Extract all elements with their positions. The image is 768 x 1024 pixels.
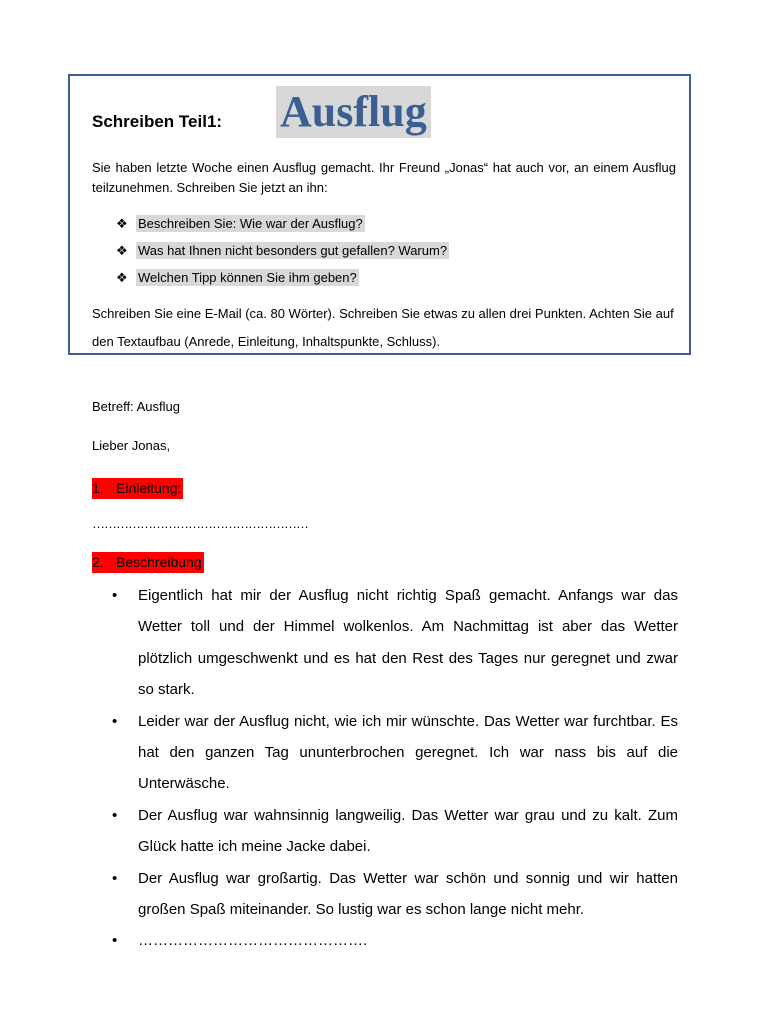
bullet-icon: • bbox=[112, 869, 118, 887]
task-box bbox=[68, 74, 691, 355]
bullet-icon: • bbox=[112, 712, 118, 730]
example-item bbox=[112, 706, 678, 800]
diamond-bullet-icon: ❖ bbox=[116, 215, 128, 231]
task-heading: Schreiben Teil1: bbox=[92, 112, 223, 131]
example-text: ………………………………………. bbox=[138, 932, 368, 950]
example-item bbox=[112, 925, 678, 956]
task-instructions: Schreiben Sie eine E-Mail (ca. 80 Wörter). Schreiben Sie etwas zu allen drei Punkten. Achten Sie auf den Textaufbau (Anrede, Einleitung, Inhaltspunkte, Schluss). bbox=[92, 306, 674, 349]
diamond-bullet-icon: ❖ bbox=[116, 242, 128, 258]
section-label: Einleitung: bbox=[116, 480, 182, 496]
example-text: Leider war der Ausflug nicht, wie ich mir wünschte. Das Wetter war furchtbar. Es hat den ganzen Tag ununterbrochen geregnet. Ich war nass bis auf die Unterwäsche. bbox=[138, 712, 678, 793]
example-item bbox=[112, 863, 678, 926]
task-point-text: Beschreiben Sie: Wie war der Ausflug? bbox=[138, 216, 363, 231]
task-point-text: Welchen Tipp können Sie ihm geben? bbox=[138, 270, 357, 285]
task-points-list bbox=[116, 210, 449, 291]
bullet-icon: • bbox=[112, 932, 118, 950]
example-list bbox=[112, 580, 678, 957]
task-point bbox=[116, 264, 449, 291]
task-point-text: Was hat Ihnen nicht besonders gut gefallen? Warum? bbox=[138, 243, 448, 258]
example-item bbox=[112, 800, 678, 863]
letter-subject: Betreff: Ausflug bbox=[92, 399, 180, 414]
example-text: Eigentlich hat mir der Ausflug nicht richtig Spaß gemacht. Anfangs war das Wetter toll und der Himmel wolkenlos. Am Nachmittag ist aber das Wetter plötzlich umgeschwenkt und es hat den Rest des Tages nur geregnet und zwar so stark. bbox=[138, 587, 678, 699]
bullet-icon: • bbox=[112, 587, 118, 604]
letter-greeting: Lieber Jonas, bbox=[92, 438, 171, 453]
task-intro: Sie haben letzte Woche einen Ausflug gemacht. Ihr Freund „Jonas“ hat auch vor, an einem Ausflug teilzunehmen. Schreiben Sie jetzt an ihn: bbox=[92, 160, 676, 195]
section-label: Beschreibung bbox=[116, 554, 202, 570]
section-heading-beschreibung bbox=[92, 552, 204, 573]
bullet-icon: • bbox=[112, 806, 118, 824]
example-item bbox=[112, 580, 678, 706]
diamond-bullet-icon: ❖ bbox=[116, 269, 128, 285]
task-title: Ausflug bbox=[276, 86, 431, 138]
section-heading-einleitung bbox=[92, 478, 183, 499]
example-text: Der Ausflug war großartig. Das Wetter war schön und sonnig und wir hatten großen Spaß miteinander. So lustig war es schon lange nicht mehr. bbox=[138, 869, 678, 919]
task-point bbox=[116, 237, 449, 264]
section-number: 1. bbox=[92, 480, 104, 496]
task-point bbox=[116, 210, 449, 237]
example-text: Der Ausflug war wahnsinnig langweilig. Das Wetter war grau und zu kalt. Zum Glück hatte ich meine Jacke dabei. bbox=[138, 806, 678, 856]
placeholder-line: ……………………………………………… bbox=[92, 516, 308, 531]
section-number: 2. bbox=[92, 554, 104, 570]
